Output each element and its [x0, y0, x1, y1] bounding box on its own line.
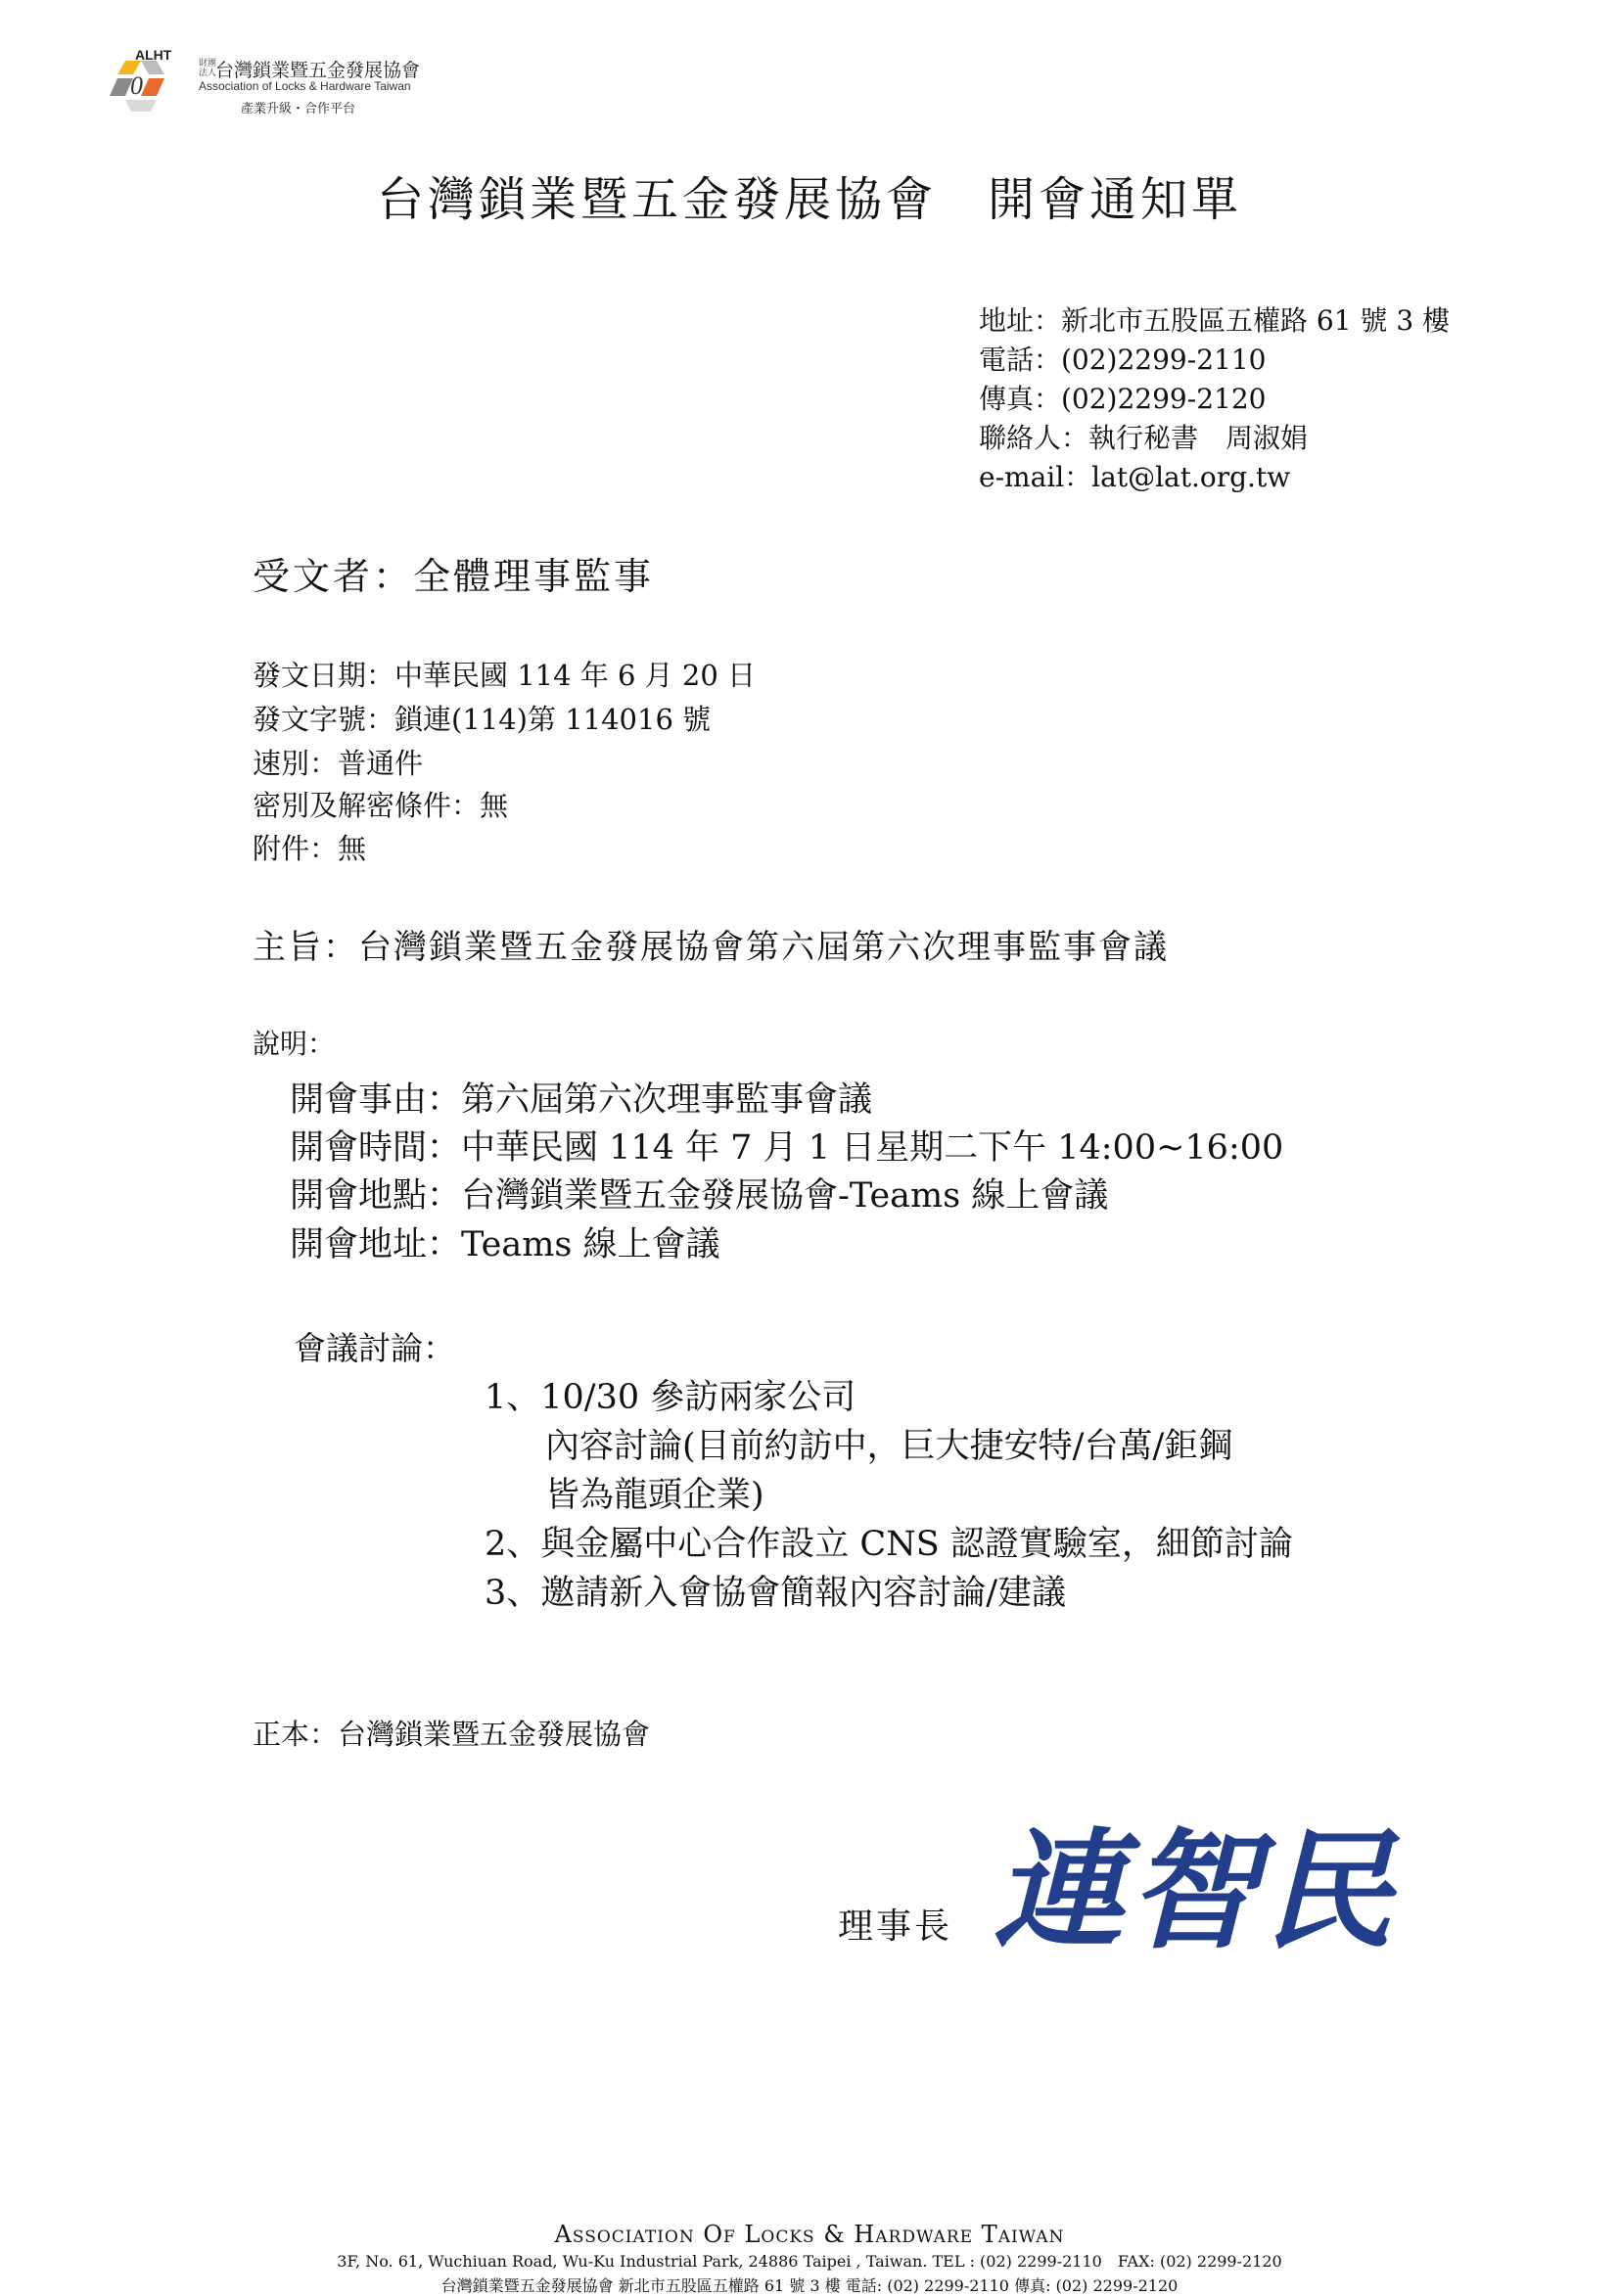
- copy-to: 正本：台灣鎖業暨五金發展協會: [253, 1718, 651, 1751]
- discussion-item-1-detail: 內容討論(目前約訪中，巨大捷安特/台萬/鉅鋼: [545, 1427, 1233, 1466]
- discussion-item-3: 3、邀請新入會協會簡報內容討論/建議: [485, 1574, 1067, 1613]
- logo-name-en: Association of Locks & Hardware Taiwan: [199, 79, 411, 93]
- discussion-item-1-detail-2: 皆為龍頭企業): [545, 1476, 764, 1515]
- meeting-address: 開會地址：Teams 線上會議: [290, 1225, 720, 1264]
- meeting-purpose: 開會事由：第六屆第六次理事監事會議: [290, 1080, 873, 1120]
- contact-person: 聯絡人：執行秘書 周淑娟: [979, 422, 1309, 454]
- attachments: 附件：無: [253, 832, 367, 865]
- document-title: 台灣鎖業暨五金發展協會 開會通知單: [376, 172, 1242, 227]
- issue-date: 發文日期：中華民國 114 年 6 月 20 日: [253, 659, 757, 692]
- logo-name-zh: 台灣鎖業暨五金發展協會: [215, 60, 421, 81]
- contact-phone: 電話：(02)2299-2110: [979, 344, 1267, 376]
- association-logo: [96, 45, 468, 133]
- meeting-time: 開會時間：中華民國 114 年 7 月 1 日星期二下午 14:00~16:00: [290, 1128, 1284, 1168]
- meeting-location: 開會地點：台灣鎖業暨五金發展協會-Teams 線上會議: [290, 1176, 1109, 1216]
- confidentiality: 密別及解密條件：無: [253, 789, 509, 822]
- explanation-label: 說明：: [253, 1028, 336, 1060]
- discussion-item-2: 2、與金屬中心合作設立 CNS 認證實驗室，細節討論: [485, 1525, 1293, 1564]
- contact-address: 地址：新北市五股區五權路 61 號 3 樓: [979, 304, 1451, 337]
- logo-small-label: 財團法人: [199, 59, 217, 78]
- document-number: 發文字號：鎖連(114)第 114016 號: [253, 703, 712, 736]
- logo-abbreviation: ALHT: [135, 47, 172, 63]
- svg-text:0: 0: [130, 71, 143, 100]
- urgency: 速別：普通件: [253, 747, 424, 780]
- discussion-label: 會議討論：: [294, 1329, 455, 1367]
- chairman-signature: [994, 1811, 1405, 1967]
- footer-org-name: Association Of Locks & Hardware Taiwan: [554, 2221, 1065, 2248]
- subject-line: 主旨：台灣鎖業暨五金發展協會第六屆第六次理事監事會議: [253, 928, 1169, 967]
- contact-fax: 傳真：(02)2299-2120: [979, 383, 1267, 415]
- footer-address-zh: 台灣鎖業暨五金發展協會 新北市五股區五權路 61 號 3 樓 電話: (02) 2299-2110 傳真: (02) 2299-2120: [440, 2276, 1179, 2295]
- discussion-item-1: 1、10/30 參訪兩家公司: [485, 1378, 856, 1417]
- addressee: 受文者：全體理事監事: [253, 555, 655, 598]
- chairman-label: 理事長: [838, 1906, 953, 1947]
- footer-address-en: 3F, No. 61, Wuchiuan Road, Wu-Ku Industrial Park, 24886 Taipei , Taiwan. TEL : (02) 2299-2110 FAX: (02) 2299-2120: [337, 2252, 1282, 2271]
- svg-text:連智民: 連智民: [994, 1815, 1399, 1967]
- contact-email: e-mail：lat@lat.org.tw: [979, 461, 1291, 493]
- logo-slogan: 產業升級・合作平台: [241, 102, 356, 116]
